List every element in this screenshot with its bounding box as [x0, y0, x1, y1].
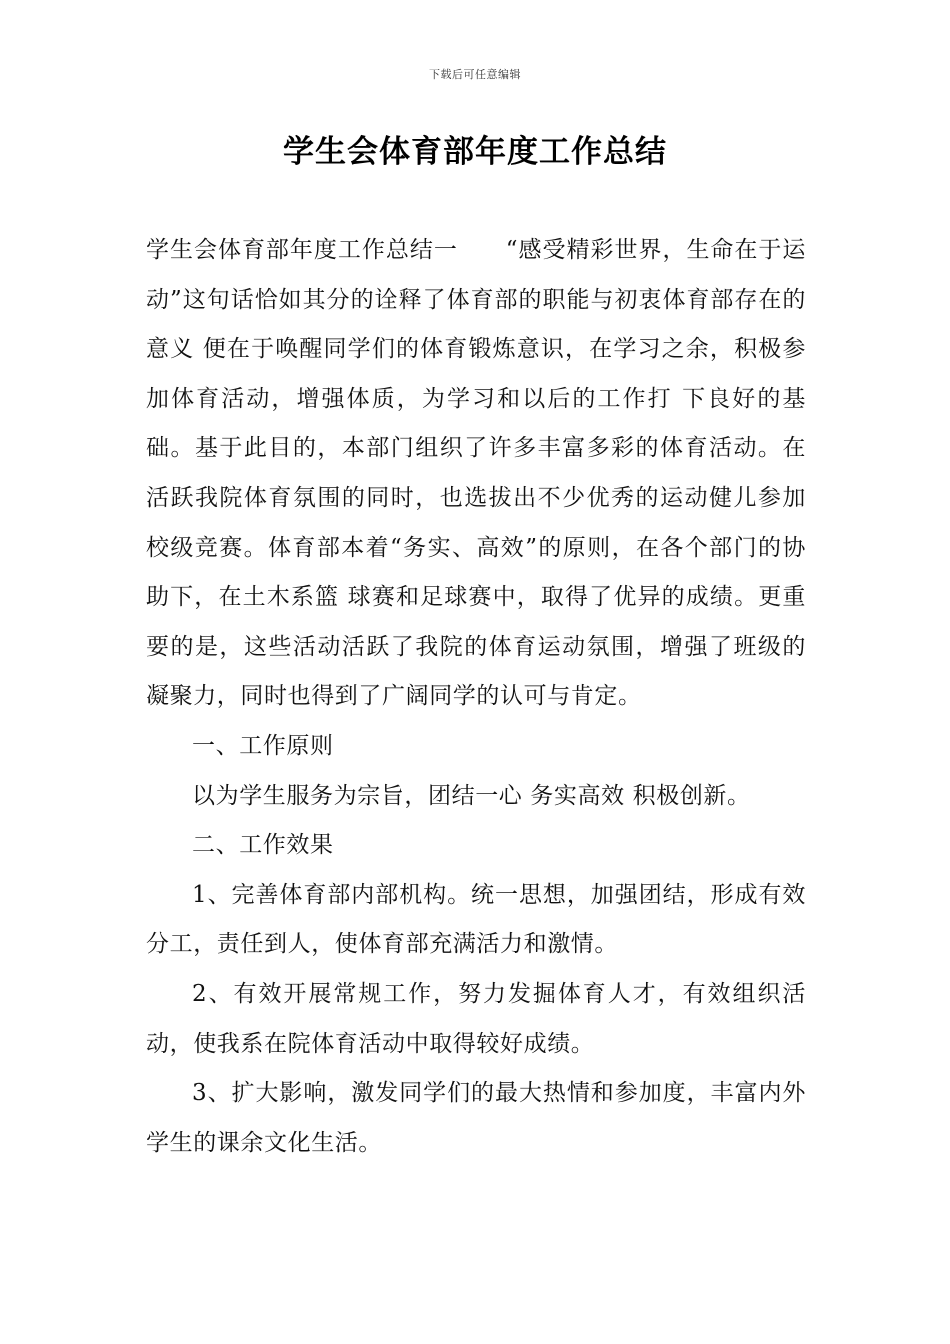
result-item-3: 3、扩大影响，激发同学们的最大热情和参加度，丰富内外学生的课余文化生活。: [146, 1080, 806, 1156]
section-heading-results: 二、工作效果: [192, 832, 334, 859]
result-item-1: 1、完善体育部内部机构。统一思想，加强团结，形成有效分工，责任到人，使体育部充满活力和激情。: [146, 881, 806, 958]
intro-paragraph: 学生会体育部年度工作总结一 “感受精彩世界，生命在于运动”这句话恰如其分的诠释了体育部的职能与初衷体育部存在的意义 便在于唤醒同学们的体育锻炼意识，在学习之余，积极参加体育活动，增强体质，为学习和以后的工作打 下良好的基础。基于此目的，本部门组织了许多丰富多彩的体育活动。在活跃我院体育氛围的同时，也选拔出不少优秀的运动健儿参加校级竞赛。体育部本着“务实、高效”的原则，在各个部门的协助下，在土木系篮 球赛和足球赛中，取得了优异的成绩。更重要的是，这些活动活跃了我院的体育运动氛围，增强了班级的 凝聚力，同时也得到了广阔同学的认可与肯定。: [146, 237, 806, 710]
document-body: [146, 226, 806, 1168]
section-heading-principle: 一、工作原则: [192, 732, 334, 759]
principle-paragraph: 以为学生服务为宗旨，团结一心 务实高效 积极创新。: [192, 782, 751, 809]
result-item-2: 2、有效开展常规工作，努力发掘体育人才，有效组织活动，使我系在院体育活动中取得较好成绩。: [146, 980, 806, 1057]
page-header-note: 下载后可任意编辑: [429, 68, 521, 81]
document-title: 学生会体育部年度工作总结: [283, 134, 667, 170]
